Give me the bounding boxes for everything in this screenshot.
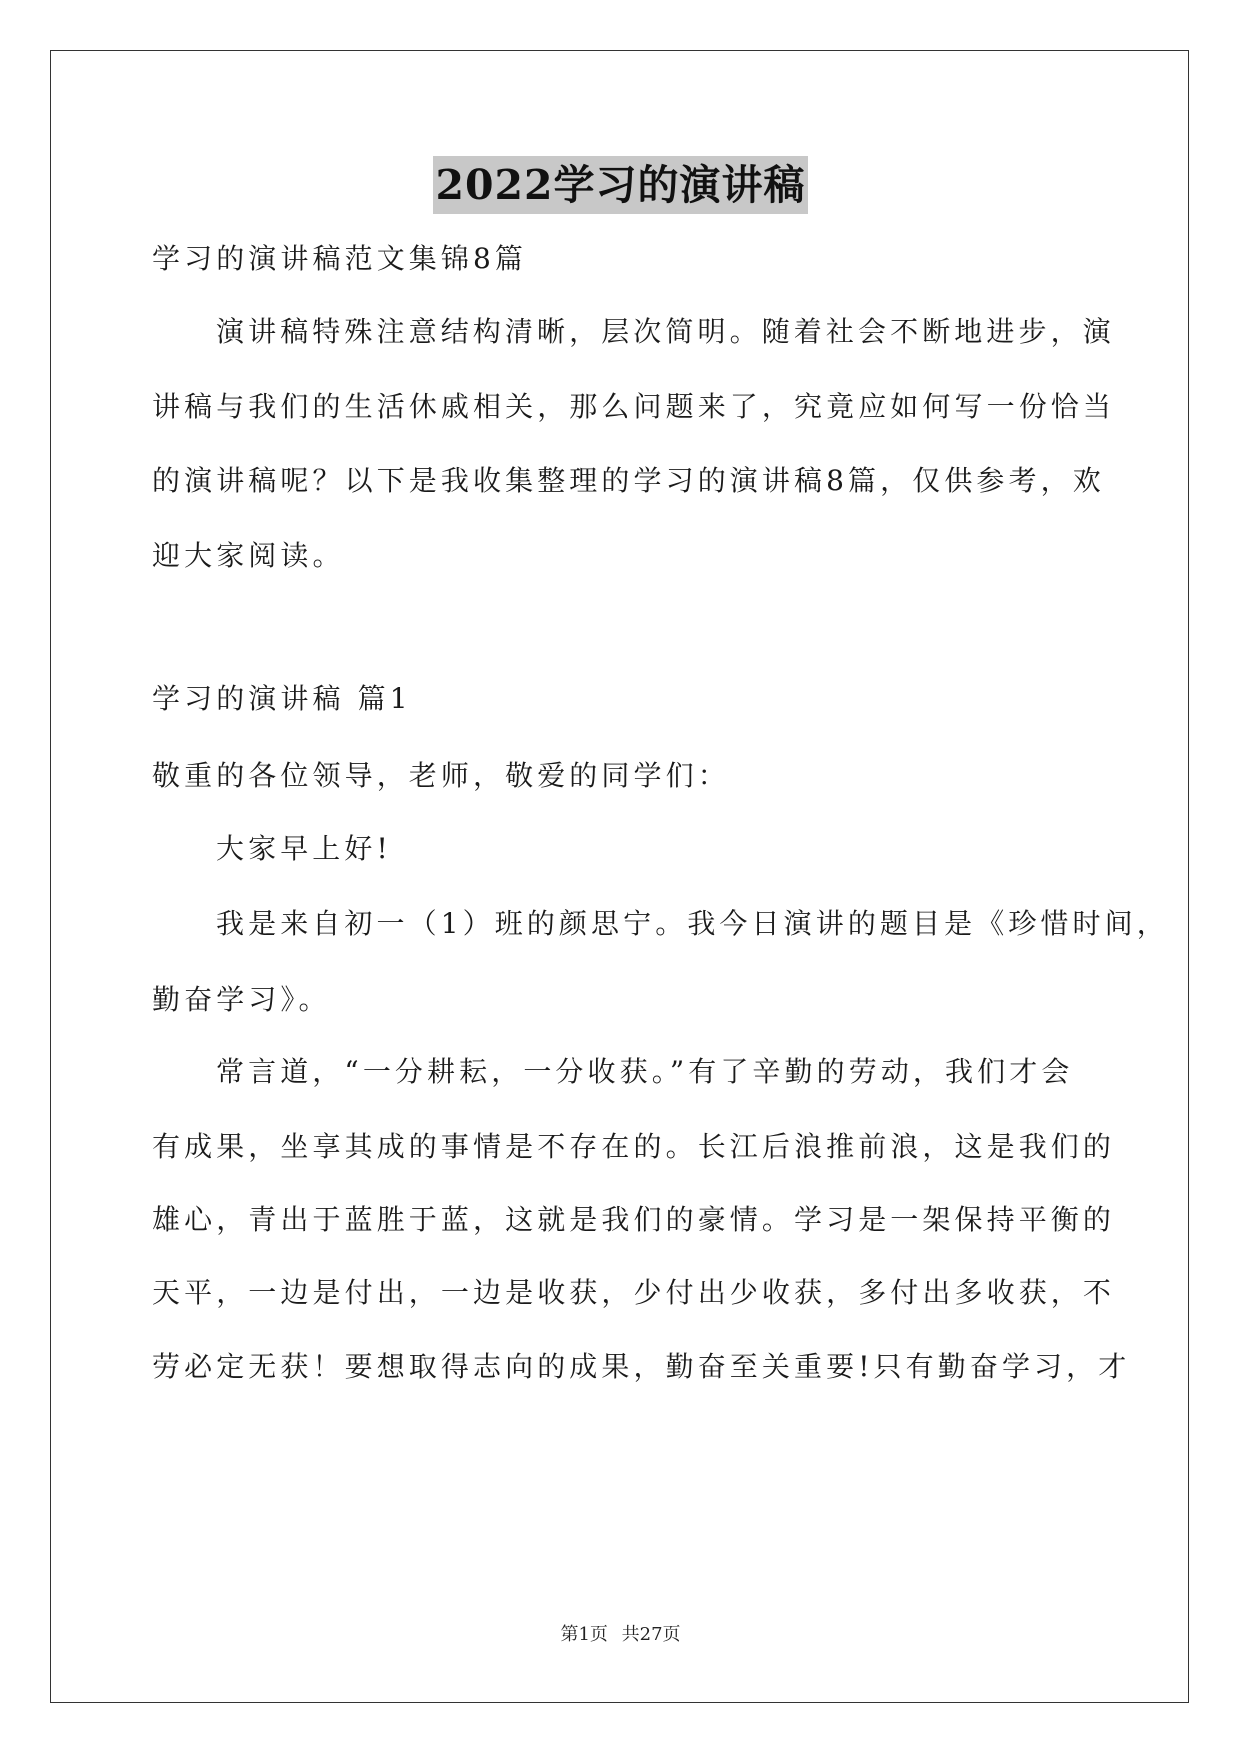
intro-line-2: 讲稿与我们的生活休戚相关，那么问题来了，究竟应如何写一份恰当 (152, 390, 1116, 423)
intro-line-1: 演讲稿特殊注意结构清晰，层次简明。随着社会不断地进步，演 (216, 315, 1115, 348)
salutation: 敬重的各位领导，老师，敬爱的同学们： (152, 759, 730, 792)
para2-line-2: 有成果，坐享其成的事情是不存在的。长江后浪推前浪，这是我们的 (152, 1130, 1116, 1163)
para2-line-3: 雄心，青出于蓝胜于蓝，这就是我们的豪情。学习是一架保持平衡的 (152, 1203, 1116, 1236)
subtitle: 学习的演讲稿范文集锦8篇 (152, 242, 528, 275)
page-number: 第1页 (560, 1624, 608, 1645)
para1-line-1: 我是来自初一（1）班的颜思宁。我今日演讲的题目是《珍惜时间， (216, 907, 1169, 940)
document-title: 2022学习的演讲稿 (433, 156, 807, 214)
para2-line-5: 劳必定无获！要想取得志向的成果，勤奋至关重要!只有勤奋学习，才 (152, 1350, 1131, 1383)
para2-line-1: 常言道，“一分耕耘，一分收获。”有了辛勤的劳动，我们才会 (216, 1055, 1074, 1088)
intro-line-3: 的演讲稿呢？以下是我收集整理的学习的演讲稿8篇，仅供参考，欢 (152, 464, 1105, 497)
greeting: 大家早上好! (216, 832, 392, 865)
total-pages: 共27页 (621, 1624, 681, 1645)
section-heading: 学习的演讲稿 篇1 (152, 682, 412, 715)
title-container (0, 156, 1241, 214)
page-footer (0, 1620, 1241, 1646)
intro-line-4: 迎大家阅读。 (152, 539, 345, 572)
para1-line-2: 勤奋学习》。 (152, 983, 331, 1016)
para2-line-4: 天平，一边是付出，一边是收获，少付出少收获，多付出多收获，不 (152, 1276, 1116, 1309)
